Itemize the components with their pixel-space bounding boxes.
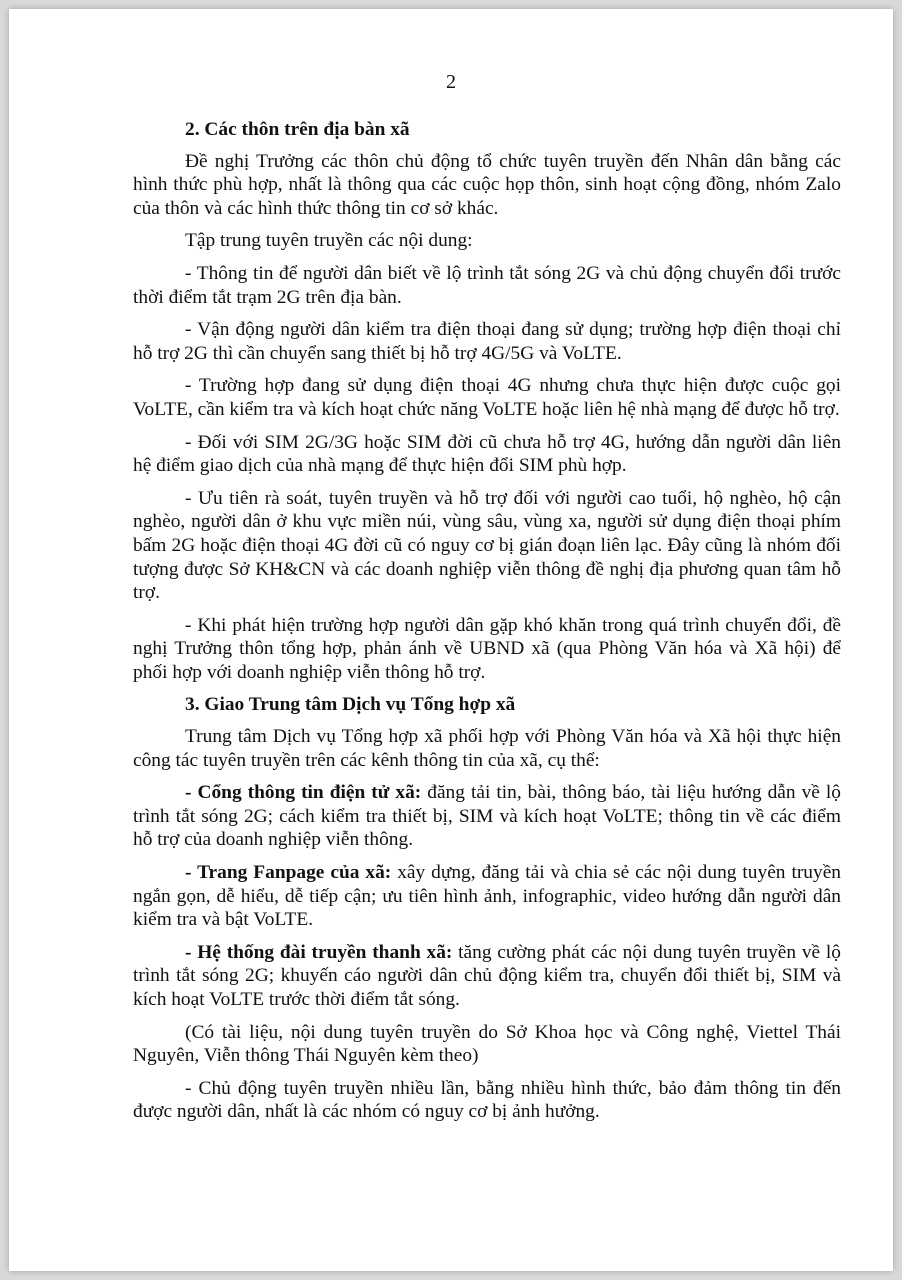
section-2-heading: 2. Các thôn trên địa bàn xã: [185, 119, 410, 140]
section-2-item: - Ưu tiên rà soát, tuyên truyền và hỗ trợ đối với người cao tuổi, hộ nghèo, hộ cận nghèo, người dân ở khu vực miền núi, vùng sâu, vùng xa, người sử dụng điện thoại phím bấm 2G hoặc điện thoại 4G đời cũ có nguy cơ bị gián đoạn liên lạc. Đây cũng là nhóm đối tượng được Sở KH&CN và các doanh nghiệp viễn thông đề nghị địa phương quan tâm hỗ trợ.: [133, 487, 841, 604]
section-2-item: - Khi phát hiện trường hợp người dân gặp khó khăn trong quá trình chuyển đổi, đề nghị Trưởng thôn tổng hợp, phản ánh về UBND xã (qua Phòng Văn hóa và Xã hội) để phối hợp với doanh nghiệp viễn thông hỗ trợ.: [133, 614, 841, 683]
section-2-focus: Tập trung tuyên truyền các nội dung:: [185, 230, 473, 252]
channel-portal: [133, 781, 841, 852]
attachment-note: (Có tài liệu, nội dung tuyên truyền do Sở Khoa học và Công nghệ, Viettel Thái Nguyên, Viễn thông Thái Nguyên kèm theo): [133, 1021, 841, 1067]
document-body: [133, 118, 841, 1133]
closing-item: - Chủ động tuyên truyền nhiều lần, bằng nhiều hình thức, bảo đảm thông tin đến được người dân, nhất là các nhóm có nguy cơ bị ảnh hưởng.: [133, 1077, 841, 1123]
section-2-item: - Thông tin để người dân biết về lộ trình tắt sóng 2G và chủ động chuyển đổi trước thời điểm tắt trạm 2G trên địa bàn.: [133, 262, 841, 308]
section-2-item: - Vận động người dân kiểm tra điện thoại đang sử dụng; trường hợp điện thoại chỉ hỗ trợ 2G thì cần chuyển sang thiết bị hỗ trợ 4G/5G và VoLTE.: [133, 319, 841, 364]
channel-radio: [133, 941, 841, 1012]
channel-radio-text: tăng cường phát các nội dung tuyên truyền về lộ trình tắt sóng 2G; khuyến cáo người dân chủ động kiểm tra, chuyển đổi thiết bị, SIM và kích hoạt VoLTE trước thời điểm tắt sóng.: [133, 941, 841, 1010]
section-3-heading: 3. Giao Trung tâm Dịch vụ Tổng hợp xã: [185, 694, 516, 716]
document-page: [9, 9, 893, 1271]
channel-portal-label: - Cổng thông tin điện tử xã:: [185, 782, 422, 804]
channel-fanpage: [133, 861, 841, 932]
channel-fanpage-text: xây dựng, đăng tải và chia sẻ các nội dung tuyên truyền ngắn gọn, dễ hiểu, dễ tiếp cận; ưu tiên hình ảnh, infographic, video hướng dẫn người dân kiểm tra và bật VoLTE.: [133, 862, 841, 931]
section-2-item: - Đối với SIM 2G/3G hoặc SIM đời cũ chưa hỗ trợ 4G, hướng dẫn người dân liên hệ điểm giao dịch của nhà mạng để thực hiện đổi SIM phù hợp.: [133, 431, 841, 477]
section-2-intro: Đề nghị Trưởng các thôn chủ động tổ chức tuyên truyền đến Nhân dân bằng các hình thức phù hợp, nhất là thông qua các cuộc họp thôn, sinh hoạt cộng đồng, nhóm Zalo của thôn và các hình thức thông tin cơ sở khác.: [133, 150, 841, 219]
page-number: 2: [446, 71, 456, 93]
channel-radio-label: - Hệ thống đài truyền thanh xã:: [185, 941, 453, 963]
channel-portal-text: đăng tải tin, bài, thông báo, tài liệu hướng dẫn về lộ trình tắt sóng 2G; cách kiểm tra thiết bị, SIM và kích hoạt VoLTE; thông tin về các điểm hỗ trợ của doanh nghiệp viễn thông.: [133, 782, 841, 851]
section-2-item: - Trường hợp đang sử dụng điện thoại 4G nhưng chưa thực hiện được cuộc gọi VoLTE, cần kiểm tra và kích hoạt chức năng VoLTE hoặc liên hệ nhà mạng để được hỗ trợ.: [133, 375, 841, 420]
channel-fanpage-label: - Trang Fanpage của xã:: [185, 862, 392, 884]
section-3-intro: Trung tâm Dịch vụ Tổng hợp xã phối hợp với Phòng Văn hóa và Xã hội thực hiện công tác tuyên truyền trên các kênh thông tin của xã, cụ thể:: [133, 726, 841, 771]
